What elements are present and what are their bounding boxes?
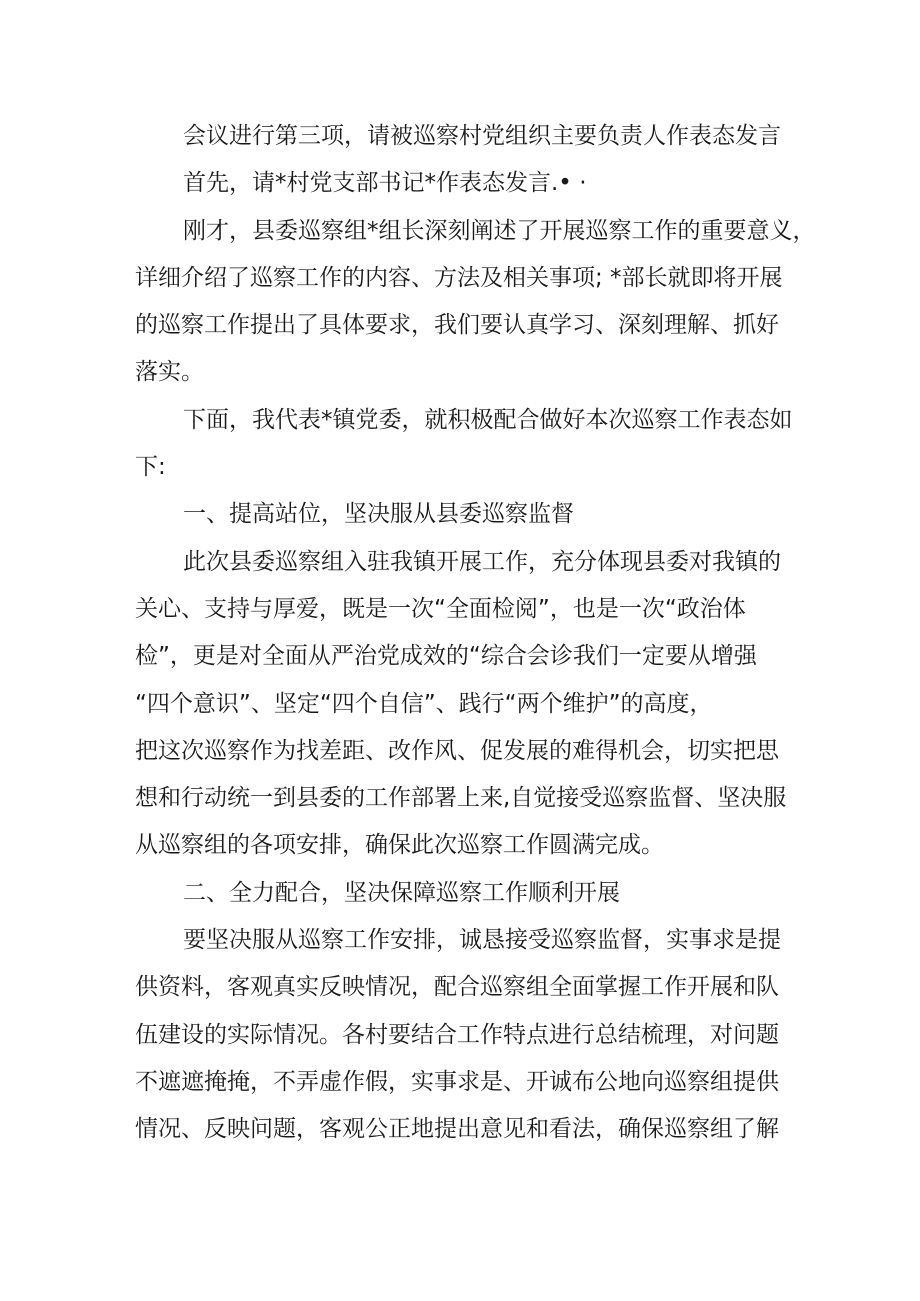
- text-line: 伍建设的实际情况。各村要结合工作特点进行总结梳理，对问题: [135, 1021, 779, 1048]
- text-line: 首先，请*村党支部书记*作表态发言.• ·: [183, 170, 587, 197]
- document-body: [135, 113, 816, 1154]
- text-line: 此次县委巡察组入驻我镇开展工作，充分体现县委对我镇的: [183, 548, 781, 575]
- text-line: 把这次巡察作为找差距、改作风、促发展的难得机会，切实把思: [135, 737, 779, 764]
- text-line: 的巡察工作提出了具体要求，我们要认真学习、深刻理解、抓好: [135, 312, 779, 339]
- text-line: 想和行动统一到县委的工作部署上来,自觉接受巡察监督、坚决服: [135, 785, 787, 812]
- text-line: 刚才，县委巡察组*组长深刻阐述了开展巡察工作的重要意义，: [183, 217, 816, 244]
- text-line: 情况、反映问题，客观公正地提出意见和看法，确保巡察组了解: [135, 1116, 779, 1143]
- text-line: 供资料，客观真实反映情况，配合巡察组全面掌握工作开展和队: [135, 974, 779, 1001]
- text-line: 下:: [135, 454, 166, 481]
- text-line: 检”，更是对全面从严治党成效的“综合会诊我们一定要从增强: [135, 643, 757, 670]
- text-line: 从巡察组的各项安排，确保此次巡察工作圆满完成。: [135, 832, 664, 859]
- text-line: “四个意识”、坚定“四个自信”、践行“两个维护”的高度，: [135, 690, 713, 717]
- text-line: 不遮遮掩掩，不弄虚作假，实事求是、开诚布公地向巡察组提供: [135, 1068, 779, 1095]
- text-line: 落实。: [135, 359, 204, 386]
- text-line: 要坚决服从巡察工作安排，诚恳接受巡察监督，实事求是提: [183, 927, 781, 954]
- section-heading-2: 二、全力配合，坚决保障巡察工作顺利开展: [183, 879, 620, 906]
- text-line: 关心、支持与厚爱，既是一次“全面检阅”，也是一次“政治体: [135, 595, 746, 622]
- text-line: 详细介绍了巡察工作的内容、方法及相关事项; *部长就即将开展: [135, 264, 783, 291]
- text-line: 会议进行第三项，请被巡察村党组织主要负责人作表态发言: [183, 123, 781, 149]
- text-line: 下面，我代表*镇党委，就积极配合做好本次巡察工作表态如: [183, 406, 793, 433]
- section-heading-1: 一、提高站位，坚决服从县委巡察监督: [183, 501, 574, 528]
